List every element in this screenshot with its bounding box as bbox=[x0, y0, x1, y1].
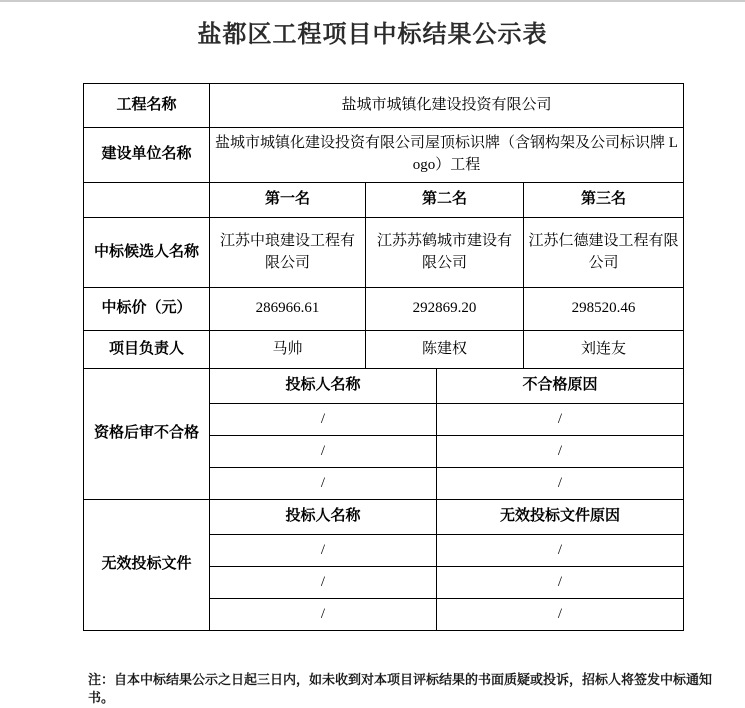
bid-price-2: 292869.20 bbox=[366, 288, 524, 331]
invalid-reason-cell: / bbox=[437, 599, 684, 631]
rank-header-first: 第一名 bbox=[210, 183, 366, 218]
table-row bbox=[84, 128, 684, 183]
candidate-name-3: 江苏仁德建设工程有限公司 bbox=[524, 218, 684, 288]
rank-header-spacer bbox=[84, 183, 210, 218]
candidate-name-2: 江苏苏鹤城市建设有限公司 bbox=[366, 218, 524, 288]
candidates-label: 中标候选人名称 bbox=[84, 218, 210, 288]
invalid-reason-header: 无效投标文件原因 bbox=[437, 500, 684, 535]
rank-header-second: 第二名 bbox=[366, 183, 524, 218]
footer-note: 注：自本中标结果公示之日起三日内，如未收到对本项目评标结果的书面质疑或投诉，招标人将签发中标通知书。 bbox=[88, 672, 713, 706]
owner-name-label: 建设单位名称 bbox=[84, 128, 210, 183]
qualification-bidder-header: 投标人名称 bbox=[210, 369, 437, 404]
table-row bbox=[84, 331, 684, 369]
qualification-reason-cell: / bbox=[437, 404, 684, 436]
manager-name-2: 陈建权 bbox=[366, 331, 524, 369]
top-divider-rule bbox=[0, 0, 745, 2]
qualification-section-label: 资格后审不合格 bbox=[84, 369, 210, 500]
qualification-reason-header: 不合格原因 bbox=[437, 369, 684, 404]
qualification-reason-cell: / bbox=[437, 436, 684, 468]
page-title: 盐都区工程项目中标结果公示表 bbox=[197, 22, 548, 48]
manager-name-1: 马帅 bbox=[210, 331, 366, 369]
invalid-bidder-header: 投标人名称 bbox=[210, 500, 437, 535]
invalid-bidder-cell: / bbox=[210, 535, 437, 567]
project-name-label: 工程名称 bbox=[84, 84, 210, 128]
invalid-bidder-cell: / bbox=[210, 567, 437, 599]
candidate-name-1: 江苏中琅建设工程有限公司 bbox=[210, 218, 366, 288]
manager-name-3: 刘连友 bbox=[524, 331, 684, 369]
bid-price-label: 中标价（元） bbox=[84, 288, 210, 331]
qualification-bidder-cell: / bbox=[210, 468, 437, 500]
bid-price-3: 298520.46 bbox=[524, 288, 684, 331]
manager-label: 项目负责人 bbox=[84, 331, 210, 369]
qualification-reason-cell: / bbox=[437, 468, 684, 500]
invalid-reason-cell: / bbox=[437, 567, 684, 599]
table-row bbox=[84, 369, 684, 404]
table-row bbox=[84, 500, 684, 535]
invalid-reason-cell: / bbox=[437, 535, 684, 567]
invalid-bidder-cell: / bbox=[210, 599, 437, 631]
owner-name-value: 盐城市城镇化建设投资有限公司屋顶标识牌（含钢构架及公司标识牌 Logo）工程 bbox=[210, 128, 684, 183]
project-name-value: 盐城市城镇化建设投资有限公司 bbox=[210, 84, 684, 128]
table-row bbox=[84, 218, 684, 288]
qualification-bidder-cell: / bbox=[210, 404, 437, 436]
bid-price-1: 286966.61 bbox=[210, 288, 366, 331]
rank-header-third: 第三名 bbox=[524, 183, 684, 218]
table-row bbox=[84, 183, 684, 218]
table-row bbox=[84, 288, 684, 331]
qualification-bidder-cell: / bbox=[210, 436, 437, 468]
invalid-section-label: 无效投标文件 bbox=[84, 500, 210, 631]
bid-result-table bbox=[83, 83, 684, 631]
table-row bbox=[84, 84, 684, 128]
